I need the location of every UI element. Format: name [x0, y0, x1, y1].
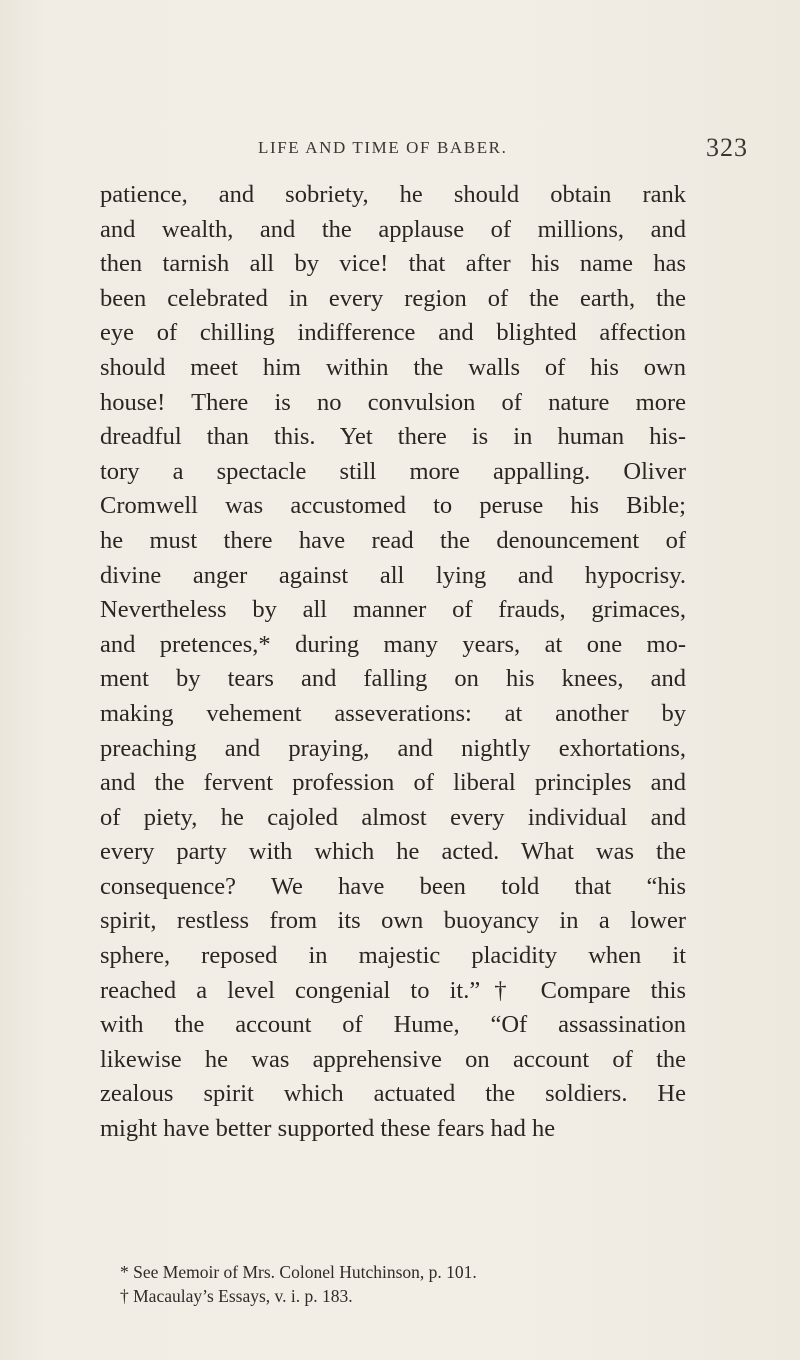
- text-line: ment by tears and falling on his knees, and: [100, 665, 686, 693]
- text-line: eye of chilling indifference and blighted affection: [100, 319, 686, 347]
- text-line: and pretences,* during many years, at one mo-: [100, 630, 686, 658]
- text-line: then tarnish all by vice! that after his name has: [100, 250, 686, 278]
- text-line: of piety, he cajoled almost every individual and: [100, 803, 686, 831]
- text-line: with the account of Hume, “Of assassination: [100, 1011, 686, 1039]
- text-line: likewise he was apprehensive on account of the: [100, 1045, 686, 1073]
- text-line: consequence? We have been told that “his: [100, 872, 686, 900]
- text-line: reached a level congenial to it.”† Compare this: [100, 976, 686, 1004]
- page-number: 323: [706, 133, 748, 162]
- text-line: sphere, reposed in majestic placidity when it: [100, 942, 686, 970]
- text-line: might have better supported these fears had he: [100, 1115, 556, 1143]
- text-line: he must there have read the denouncement of: [100, 526, 686, 554]
- footnote: * See Memoir of Mrs. Colonel Hutchinson, p. 101.: [120, 1262, 477, 1282]
- text-line: spirit, restless from its own buoyancy in a lower: [100, 907, 686, 935]
- text-line: dreadful than this. Yet there is in human his-: [100, 423, 686, 451]
- footnote: † Macaulay’s Essays, v. i. p. 183.: [120, 1286, 353, 1306]
- text-line: preaching and praying, and nightly exhortations,: [100, 734, 686, 762]
- text-line: house! There is no convulsion of nature more: [100, 388, 686, 416]
- text-line: tory a spectacle still more appalling. Oliver: [100, 457, 686, 485]
- text-line: been celebrated in every region of the earth, the: [100, 284, 686, 312]
- text-line: Nevertheless by all manner of frauds, grimaces,: [100, 596, 686, 624]
- text-line: and the fervent profession of liberal principles and: [100, 769, 686, 797]
- text-line: should meet him within the walls of his own: [100, 353, 686, 381]
- text-line: Cromwell was accustomed to peruse his Bible;: [100, 492, 686, 520]
- text-line: making vehement asseverations: at another by: [100, 699, 686, 727]
- text-line: patience, and sobriety, he should obtain rank: [100, 181, 686, 208]
- body-text: [100, 178, 686, 1147]
- running-title: LIFE AND TIME OF BABER.: [258, 138, 508, 157]
- text-line: and wealth, and the applause of millions, and: [100, 215, 686, 243]
- text-line: divine anger against all lying and hypocrisy.: [100, 561, 686, 589]
- footnotes: [120, 1260, 477, 1308]
- text-line: zealous spirit which actuated the soldiers. He: [100, 1080, 686, 1108]
- text-line: every party with which he acted. What was the: [100, 838, 686, 866]
